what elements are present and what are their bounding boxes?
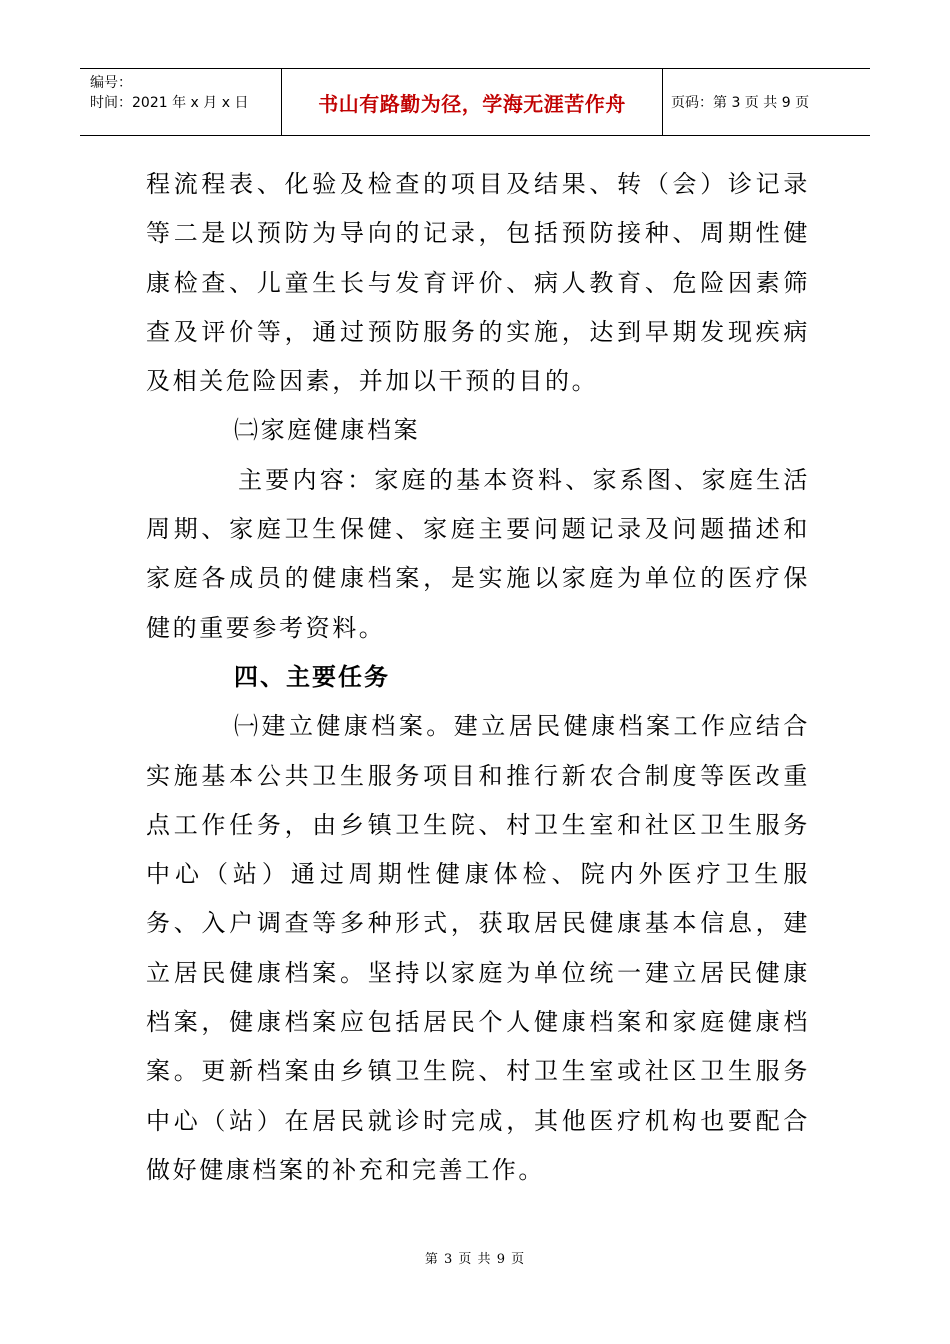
section-heading: 四、主要任务 <box>234 662 390 691</box>
page-header <box>80 68 870 136</box>
paragraph-records: 程流程表、化验及检查的项目及结果、转（会）诊记录等二是以预防为导向的记录，包括预防接种、周期性健康检查、儿童生长与发育评价、病人教育、危险因素筛查及评价等，通过预防服务的实施，达到早期发现疾病及相关危险因素，并加以干预的目的。 <box>146 170 810 396</box>
section-subheading: ㈡家庭健康档案 <box>234 416 421 445</box>
header-motto: 书山有路勤为径，学海无涯苦作舟 <box>282 69 663 135</box>
paragraph-main-tasks: ㈠建立健康档案。建立居民健康档案工作应结合实施基本公共卫生服务项目和推行新农合制度等医改重点工作任务，由乡镇卫生院、村卫生室和社区卫生服务中心（站）通过周期性健康体检、院内外医疗卫生服务、入户调查等多种形式，获取居民健康基本信息，建立居民健康档案。坚持以家庭为单位统一建立居民健康档案，健康档案应包括居民个人健康档案和家庭健康档案。更新档案由乡镇卫生院、村卫生室或社区卫生服务中心（站）在居民就诊时完成，其他医疗机构也要配合做好健康档案的补充和完善工作。 <box>146 712 810 1184</box>
paragraph-family-records: 主要内容：家庭的基本资料、家系图、家庭生活周期、家庭卫生保健、家庭主要问题记录及问题描述和家庭各成员的健康档案，是实施以家庭为单位的医疗保健的重要参考资料。 <box>146 465 810 642</box>
document-date: 时间：2021 年 x 月 x 日 <box>90 95 249 111</box>
document-number-label: 编号： <box>90 75 132 91</box>
page-footer: 第 3 页 共 9 页 <box>424 1252 526 1267</box>
header-meta <box>80 69 282 135</box>
document-body <box>146 160 810 1195</box>
header-page-info: 页码：第 3 页 共 9 页 <box>671 95 810 111</box>
